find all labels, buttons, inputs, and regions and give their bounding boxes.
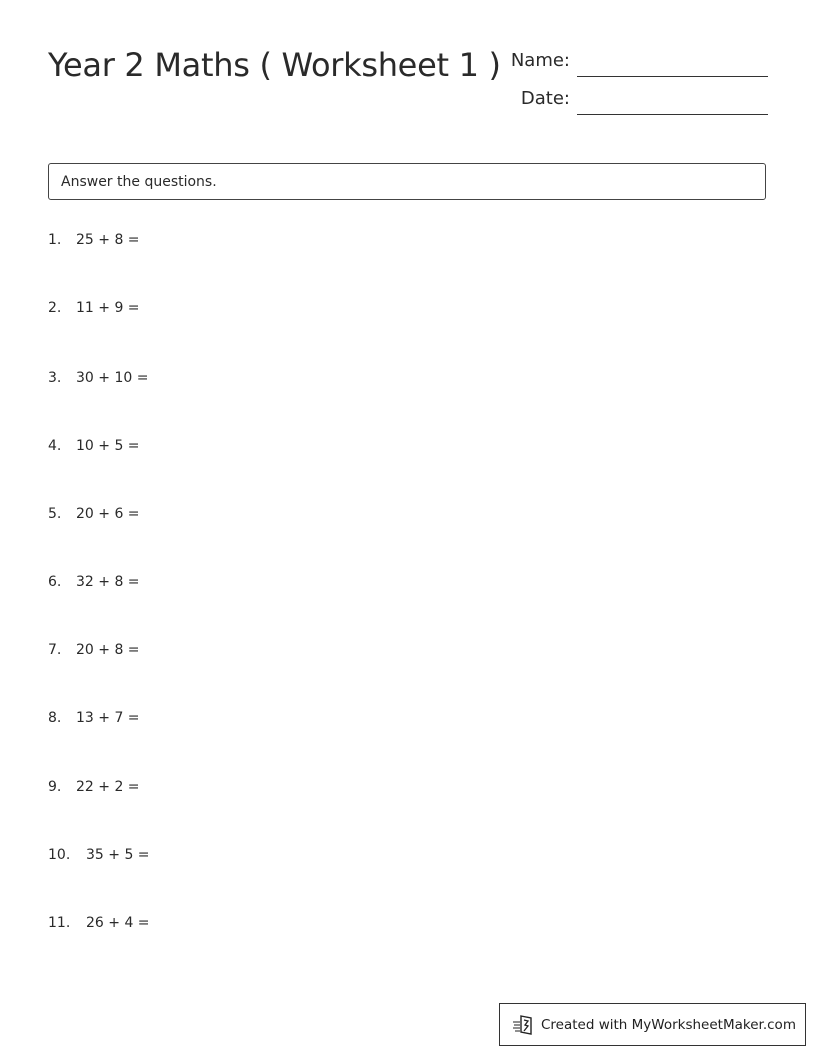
footer-credit-text[interactable]: Created with MyWorksheetMaker.com xyxy=(541,1016,796,1033)
question-number: 2. xyxy=(48,300,62,316)
question-item xyxy=(48,438,140,454)
footer-credit-badge[interactable] xyxy=(499,1003,806,1046)
question-number: 10. xyxy=(48,847,71,863)
question-text: 26 + 4 = xyxy=(86,915,150,931)
instructions-box xyxy=(48,163,766,200)
question-item xyxy=(48,710,140,726)
question-number: 5. xyxy=(48,506,62,522)
worksheet-maker-logo-icon xyxy=(512,1014,534,1036)
question-text: 20 + 6 = xyxy=(76,506,140,522)
question-item xyxy=(48,574,140,590)
question-item xyxy=(48,232,140,248)
question-item xyxy=(48,642,140,658)
question-text: 22 + 2 = xyxy=(76,779,140,795)
instructions-text: Answer the questions. xyxy=(61,174,217,190)
question-item xyxy=(48,506,140,522)
question-item xyxy=(48,779,140,795)
question-item xyxy=(48,300,140,316)
worksheet-title: Year 2 Maths ( Worksheet 1 ) xyxy=(48,46,501,84)
name-label: Name: xyxy=(510,50,570,71)
question-text: 10 + 5 = xyxy=(76,438,140,454)
question-item xyxy=(48,915,150,931)
question-item xyxy=(48,847,150,863)
question-text: 13 + 7 = xyxy=(76,710,140,726)
question-number: 7. xyxy=(48,642,62,658)
question-text: 20 + 8 = xyxy=(76,642,140,658)
question-text: 11 + 9 = xyxy=(76,300,140,316)
question-number: 8. xyxy=(48,710,62,726)
name-blank-line[interactable] xyxy=(577,76,768,77)
name-field xyxy=(500,50,768,78)
question-number: 3. xyxy=(48,370,62,386)
question-item xyxy=(48,370,148,386)
question-text: 30 + 10 = xyxy=(76,370,149,386)
question-number: 11. xyxy=(48,915,71,931)
question-number: 4. xyxy=(48,438,62,454)
question-text: 32 + 8 = xyxy=(76,574,140,590)
question-number: 9. xyxy=(48,779,62,795)
date-blank-line[interactable] xyxy=(577,114,768,115)
question-text: 25 + 8 = xyxy=(76,232,140,248)
question-text: 35 + 5 = xyxy=(86,847,150,863)
question-number: 6. xyxy=(48,574,62,590)
date-label: Date: xyxy=(520,88,570,109)
question-number: 1. xyxy=(48,232,62,248)
date-field xyxy=(500,88,768,116)
